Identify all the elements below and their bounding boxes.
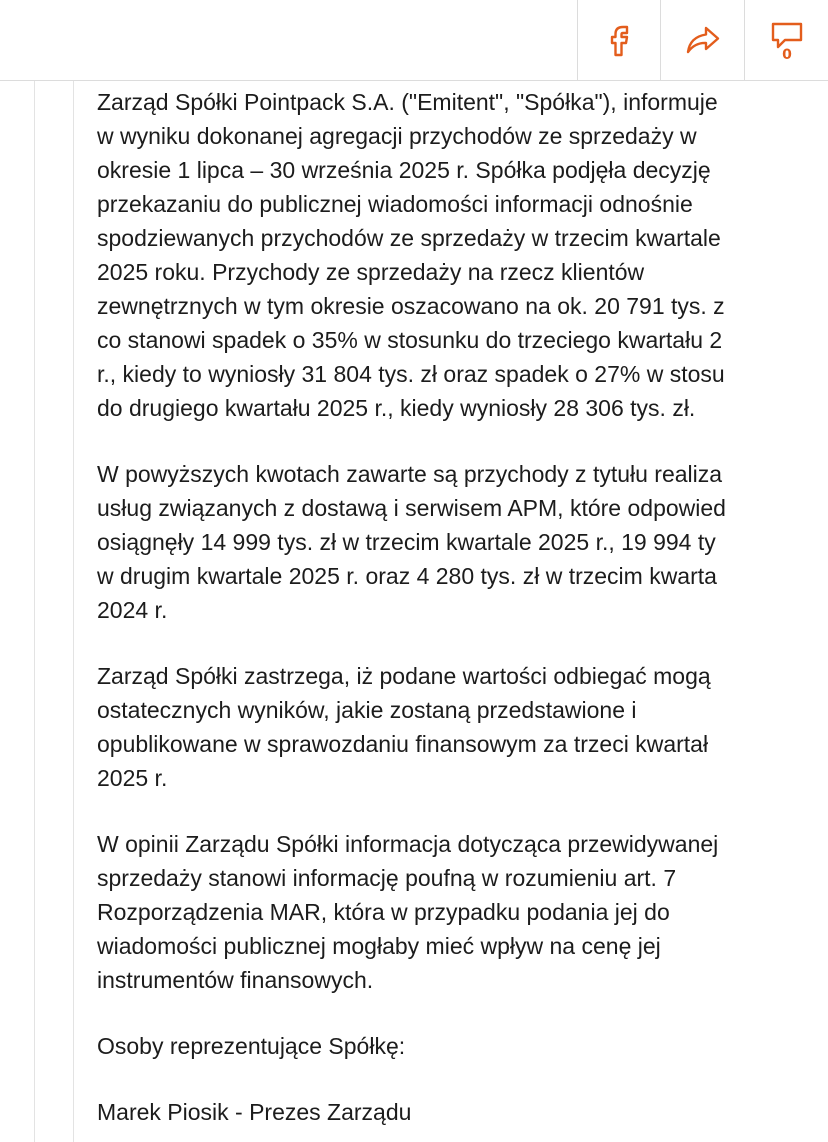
comment-count: 0 [782,47,792,63]
share-toolbar [0,0,828,81]
text-line: Zarząd Spółki Pointpack S.A. ("Emitent", "Spółka"), informuje [97,89,718,115]
share-button[interactable] [660,0,745,80]
paragraph-announcement [97,85,828,425]
text-line: wiadomości publicznej mogłaby mieć wpływ na cenę jej [97,933,661,959]
text-line: sprzedaży stanowi informację poufną w rozumieniu art. 7 [97,865,677,891]
content-divider [73,81,74,1142]
text-line: opublikowane w sprawozdaniu finansowym za trzeci kwartał [97,731,709,757]
text-line: w wyniku dokonanej agregacji przychodów ze sprzedaży w [97,123,697,149]
text-line: okresie 1 lipca – 30 września 2025 r. Spółka podjęła decyzję [97,157,711,183]
facebook-icon [606,22,634,58]
paragraph-apm-revenue [97,457,828,627]
text-line: 2025 r. [97,765,168,791]
margin-divider [34,81,35,1142]
text-line: W opinii Zarządu Spółki informacja dotycząca przewidywanej [97,831,719,857]
text-line: spodziewanych przychodów ze sprzedaży w trzecim kwartale [97,225,721,251]
text-line: instrumentów finansowych. [97,967,374,993]
paragraph-signature [97,1095,828,1129]
share-arrow-icon [685,25,721,55]
left-margin-rule [0,81,74,1142]
text-line: osiągnęły 14 999 tys. zł w trzecim kwartale 2025 r., 19 994 ty [97,529,716,555]
text-line: usług związanych z dostawą i serwisem APM, które odpowied [97,495,726,521]
text-line: Zarząd Spółki zastrzega, iż podane wartości odbiegać mogą [97,663,711,689]
text-line: przekazaniu do publicznej wiadomości informacji odnośnie [97,191,693,217]
text-line: co stanowi spadek o 35% w stosunku do trzeciego kwartału 2 [97,327,723,353]
paragraph-disclaimer [97,659,828,795]
article-body [97,85,828,1142]
paragraph-representatives [97,1029,828,1063]
text-line: w drugim kwartale 2025 r. oraz 4 280 tys. zł w trzecim kwarta [97,563,717,589]
text-line: Rozporządzenia MAR, która w przypadku podania jej do [97,899,670,925]
comments-button[interactable] [744,0,828,80]
text-line: r., kiedy to wyniosły 31 804 tys. zł oraz spadek o 27% w stosu [97,361,725,387]
text-line: ostatecznych wyników, jakie zostaną przedstawione i [97,697,637,723]
facebook-share-button[interactable] [577,0,661,80]
text-line: 2024 r. [97,597,168,623]
text-line: zewnętrznych w tym okresie oszacowano na ok. 20 791 tys. z [97,293,725,319]
text-line: Marek Piosik - Prezes Zarządu [97,1099,412,1125]
text-line: 2025 roku. Przychody ze sprzedaży na rzecz klientów [97,259,645,285]
text-line: W powyższych kwotach zawarte są przychody z tytułu realiza [97,461,723,487]
text-line: Osoby reprezentujące Spółkę: [97,1033,406,1059]
text-line: do drugiego kwartału 2025 r., kiedy wyniosły 28 306 tys. zł. [97,395,696,421]
paragraph-mar [97,827,828,997]
